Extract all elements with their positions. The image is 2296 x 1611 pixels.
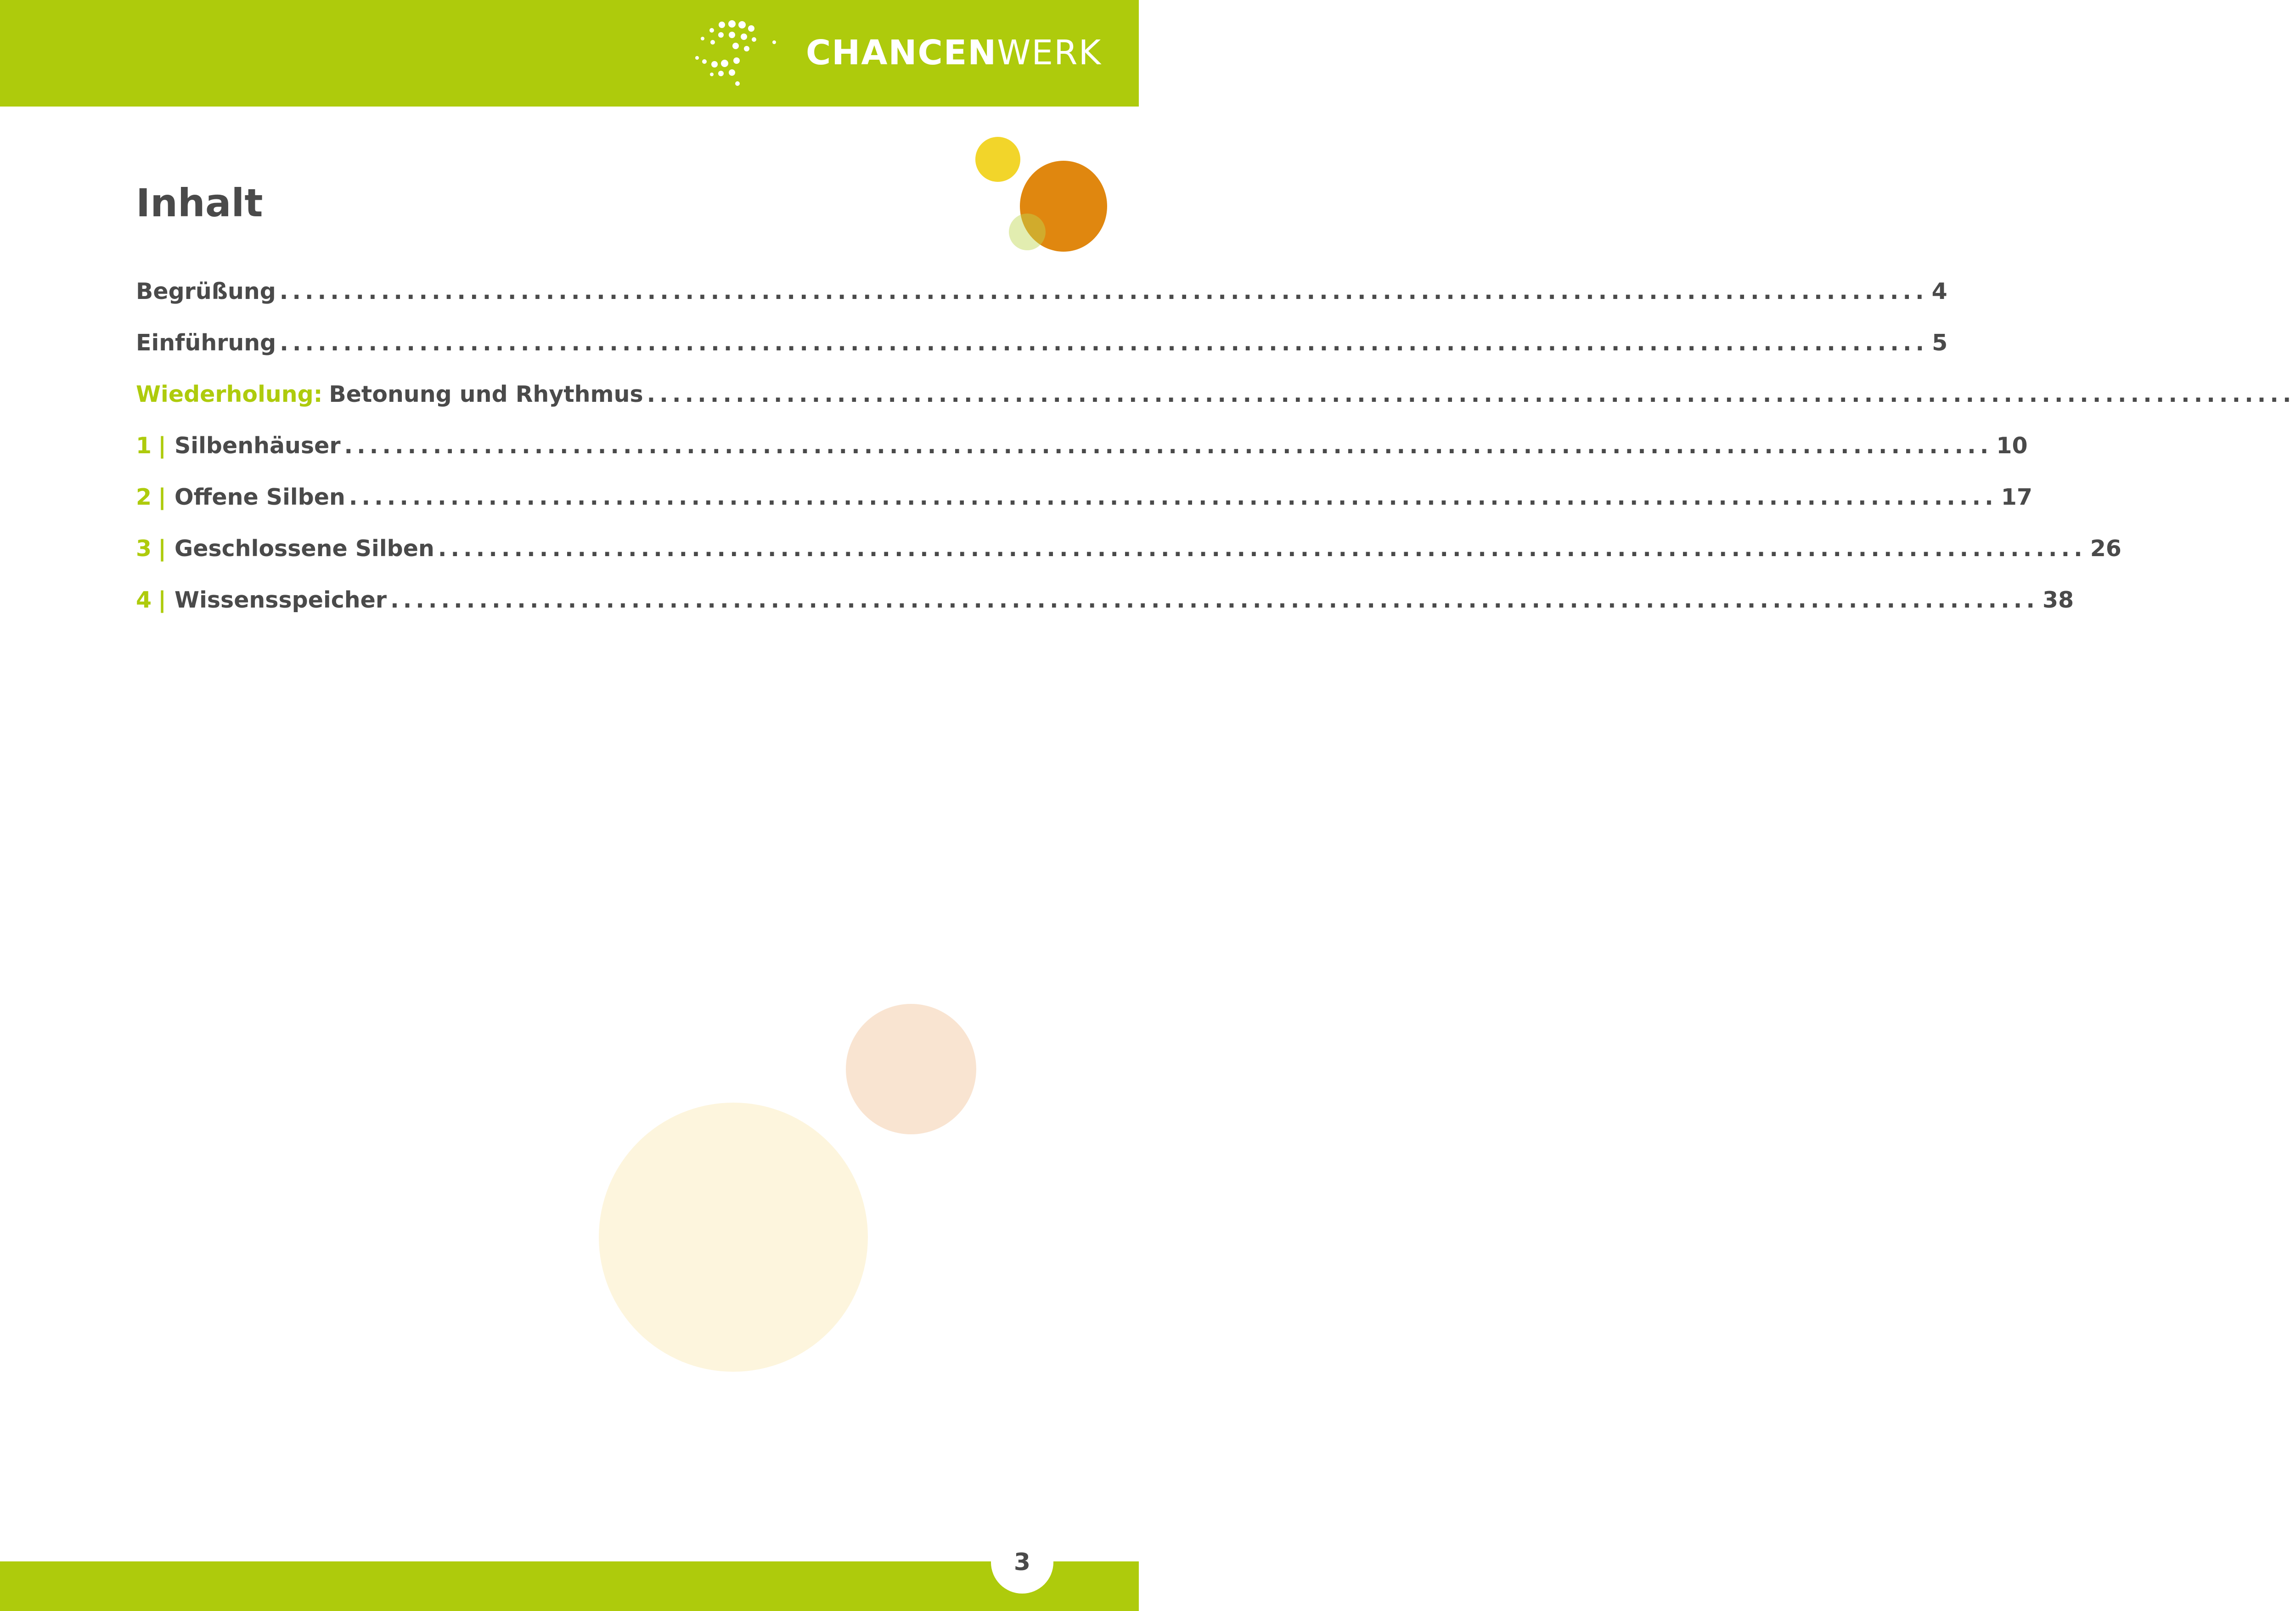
toc-dot-leader: ..................................................................................................................................	[280, 330, 1929, 356]
logo-wordmark-bold: CHANCEN	[806, 33, 997, 73]
toc-page-number: 38	[2042, 587, 2074, 613]
toc-separator: |	[158, 484, 167, 510]
toc-entry-label: Wissensspeicher	[174, 587, 387, 613]
toc-dot-leader: ..................................................................................................................................	[279, 278, 1928, 304]
toc-dot-leader: ..................................................................................................................................	[438, 535, 2087, 562]
toc-entry-prefix: Wiederholung:	[136, 381, 323, 407]
decorative-peach-circle	[846, 1004, 976, 1134]
decorative-lime-circle	[1009, 214, 1046, 250]
toc-chapter-number: 2	[136, 484, 152, 510]
toc-separator: |	[158, 587, 167, 613]
toc-entry-label: Offene Silben	[174, 484, 345, 510]
toc-dot-leader: ..................................................................................................................................	[647, 381, 2296, 407]
page-number-badge	[991, 1531, 1053, 1594]
logo-wordmark	[806, 33, 1102, 73]
toc-chapter-number: 3	[136, 535, 152, 562]
toc-entry-chapter-3[interactable]	[136, 535, 2122, 587]
toc-chapter-number: 4	[136, 587, 152, 613]
toc-entry-label: Einführung	[136, 330, 276, 356]
toc-chapter-number: 1	[136, 433, 152, 459]
toc-page-number: 4	[1931, 278, 1947, 304]
toc-page-number: 26	[2090, 535, 2122, 562]
toc-entry-label: Geschlossene Silben	[174, 535, 434, 562]
toc-entry-label: Begrüßung	[136, 278, 276, 304]
page-title: Inhalt	[136, 180, 263, 225]
decorative-yellow-circle	[975, 137, 1020, 182]
chancenwerk-logo	[693, 18, 1102, 92]
logo-wordmark-light: WERK	[997, 33, 1102, 73]
page-number: 3	[1013, 1549, 1031, 1576]
toc-entry-chapter-4[interactable]	[136, 587, 2074, 638]
toc-page-number: 10	[1996, 433, 2028, 459]
toc-page-number: 5	[1932, 330, 1948, 356]
table-of-contents	[136, 278, 2296, 638]
toc-entry-wiederholung[interactable]	[136, 381, 2296, 433]
toc-entry-chapter-2[interactable]	[136, 484, 2032, 535]
toc-dot-leader: ..................................................................................................................................	[349, 484, 1998, 510]
toc-entry-chapter-1[interactable]	[136, 433, 2028, 484]
toc-separator: |	[158, 433, 167, 459]
decorative-cream-circle	[599, 1103, 868, 1372]
toc-entry-einfuehrung[interactable]	[136, 330, 1948, 381]
toc-entry-label: Betonung und Rhythmus	[329, 381, 643, 407]
toc-separator: |	[158, 535, 167, 562]
toc-dot-leader: ..................................................................................................................................	[344, 433, 1993, 459]
header-divider	[649, 107, 1127, 108]
toc-entry-label: Silbenhäuser	[174, 433, 341, 459]
toc-page-number: 17	[2001, 484, 2032, 510]
dot-cluster-logo-icon	[693, 18, 790, 92]
toc-entry-begruessung[interactable]	[136, 278, 1947, 330]
footer-bar	[0, 1561, 1139, 1611]
toc-dot-leader: ..................................................................................................................................	[390, 587, 2039, 613]
